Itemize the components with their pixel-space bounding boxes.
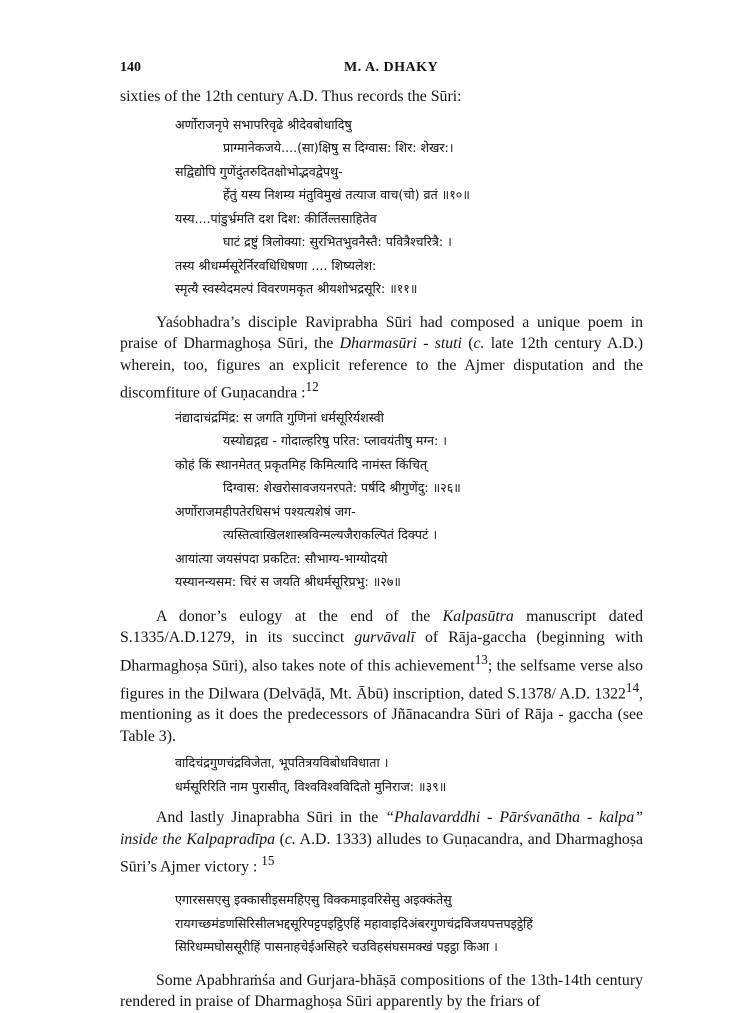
- title-dharmasuri-stuti: Dharmasūri - stuti: [339, 335, 462, 352]
- footnote-ref-13: 13: [474, 651, 488, 667]
- term-gurvavali: gurvāvalī: [354, 629, 415, 647]
- verse-line: त्यस्तित्वाखिलशास्त्रविन्मल्यजैराकल्पितं दिक्पटं ।: [223, 527, 438, 543]
- text-run: of Rāja-gaccha (beginning with Dharmaghoṣa Sūri), also takes note of this achievement: [120, 629, 643, 675]
- prakrit-passage: [175, 888, 643, 959]
- verse-line: प्राग्मानेकजये....(सा)क्षिषु स दिग्वास: शिर: शेखर:।: [223, 140, 454, 155]
- text-run: A.D. 1333) alludes to Guṇacandra, and Dharmaghoṣa Sūri’s Ajmer victory :: [120, 830, 643, 876]
- title-kalpasutra: Kalpasūtra: [442, 607, 514, 625]
- verse-line: एगारससएसु इक्कासीइसमहिएसु विक्कमाइवरिसेसु अइक्कंतेसु: [175, 892, 452, 908]
- text-run: And lastly Jinaprabha Sūri in the: [156, 809, 386, 827]
- verse-line: रायगच्छमंडणसिरिसीलभद्दसूरिपट्टपइट्ठिएहिं महावाइदिअंबरगुणचंद्रविजयपत्तपइट्ठेहिं: [175, 915, 533, 931]
- verse-line: घाटं द्रष्टुं त्रिलोक्या: सुरभितभुवनैस्तै: पवित्रैश्चरित्रै: ।: [223, 234, 452, 249]
- footnote-ref-15: 15: [261, 853, 275, 869]
- paragraph-raviprabha: [120, 312, 643, 404]
- sanskrit-verse-2: [175, 406, 643, 594]
- paragraph-jinaprabha: [120, 807, 643, 878]
- footnote-ref-14: 14: [625, 679, 640, 695]
- text-run: , mentioning as it does the predecessors of Jñānacandra Sūri of Rāja - gaccha (see Table 3).: [120, 684, 643, 745]
- text-run: late 12th century A.D.) wherein, too, figures an explicit reference to the Ajmer disputation and the discomfiture of Guṇacandra :: [120, 335, 644, 402]
- verse-line: धर्मसूरिरिति नाम पुरासीत्, विश्वविश्वविदितो मुनिराज: ॥३९॥: [175, 778, 447, 794]
- title-phalavarddhi-kalpa: “Phalavarddhi - Pārśvanātha - kalpa” inside the Kalpapradīpa: [120, 809, 644, 848]
- verse-line: यस्यानन्यसम: चिरं स जयति श्रीधर्मसूरिप्रभु: ॥२७॥: [175, 574, 401, 590]
- verse-line: तस्य श्रीधर्म्मसूरेर्निरवधिधिषणा .... शिष्यलेश:: [175, 257, 377, 273]
- page-body: [120, 86, 643, 1013]
- verse-line: दिग्वास: शेखरोसावजयनरपते: पर्षदि श्रीगुणेंदु: ॥२६॥: [223, 480, 461, 496]
- text-run: (: [461, 335, 474, 352]
- sanskrit-verse-1: [175, 113, 643, 301]
- verse-line: यस्योद्यद्गद्य - गोदाल्हरिषु परित: प्लावयंतीषु मग्न: ।: [223, 433, 448, 449]
- running-header: [120, 60, 640, 80]
- circa-abbrev: c.: [284, 830, 296, 848]
- verse-line: अर्णोराजमहीपतेरधिसभं पश्यत्यशेषं जग-: [175, 503, 356, 519]
- verse-line: र्हेतुं यस्य निशम्य मंतुविमुखं तत्याज वाच(चो) व्रतं ॥१०॥: [223, 187, 470, 202]
- footnote-ref-12: 12: [305, 379, 319, 394]
- text-run: A donor’s eulogy at the end of the: [156, 607, 443, 625]
- text-run: (: [275, 830, 285, 848]
- text-run: Yaśobhadra’s disciple Raviprabha Sūri had composed a unique poem in praise of Dharmaghoṣa Sūri, the: [120, 313, 643, 352]
- running-head-author: M. A. DHAKY: [344, 60, 439, 75]
- verse-line: वादिचंद्रगुणचंद्रविजेता, भूपतित्रयविबोधविधाता ।: [175, 755, 389, 771]
- verse-line: नंद्यादाचंद्रमिंद्र: स जगति गुणिनां धर्मसूरिर्यशस्वी: [175, 409, 384, 425]
- verse-line: आयांत्या जयसंपदा प्रकटित: सौभाग्य-भाग्योदयो: [175, 550, 388, 566]
- intro-line: sixties of the 12th century A.D. Thus records the Sūri:: [120, 88, 462, 105]
- text-run: ; the selfsame verse also figures in the Dilwara (Delvāḍā, Mt. Ābū) inscription, dated S.1378/ A.D. 1322: [120, 657, 644, 702]
- verse-line: कोहं किं स्थानमेतत् प्रकृतमिह किमित्यादि नामंस्त किंचित्: [175, 456, 428, 472]
- paragraph-apabhramsa: Some Apabhraṁśa and Gurjara-bhāṣā compositions of the 13th-14th century rendered in praise of Dharmaghoṣa Sūri apparently by the friars of: [120, 971, 643, 1011]
- sanskrit-verse-3: [175, 751, 643, 798]
- verse-line: अर्णोराजनृपे सभापरिवृढे श्रीदेवबोधादिषु: [175, 116, 352, 132]
- verse-line: यस्य....पांडुर्भ्रमति दश दिश: कीर्तिल्तसाहितेव: [175, 210, 377, 226]
- verse-line: स्मृत्यै स्वस्येदमल्पं विवरणमकृत श्रीयशोभद्रसूरि: ॥११॥: [175, 281, 418, 296]
- paragraph-donor-eulogy: [120, 606, 643, 748]
- verse-line: सद्विद्योपि गुणेंदुंतरुदितक्षोभोद्भवद्वेपथु-: [175, 163, 343, 179]
- circa-abbrev: c.: [473, 335, 485, 352]
- verse-line: सिरिधम्मघोससूरीहिं पासनाहचेईअसिहरे चउविहसंघसमक्खं पइट्ठा किआ ।: [175, 939, 498, 955]
- text-run: manuscript dated S.1335/A.D.1279, in its succinct: [120, 607, 643, 647]
- page-number: 140: [120, 60, 141, 75]
